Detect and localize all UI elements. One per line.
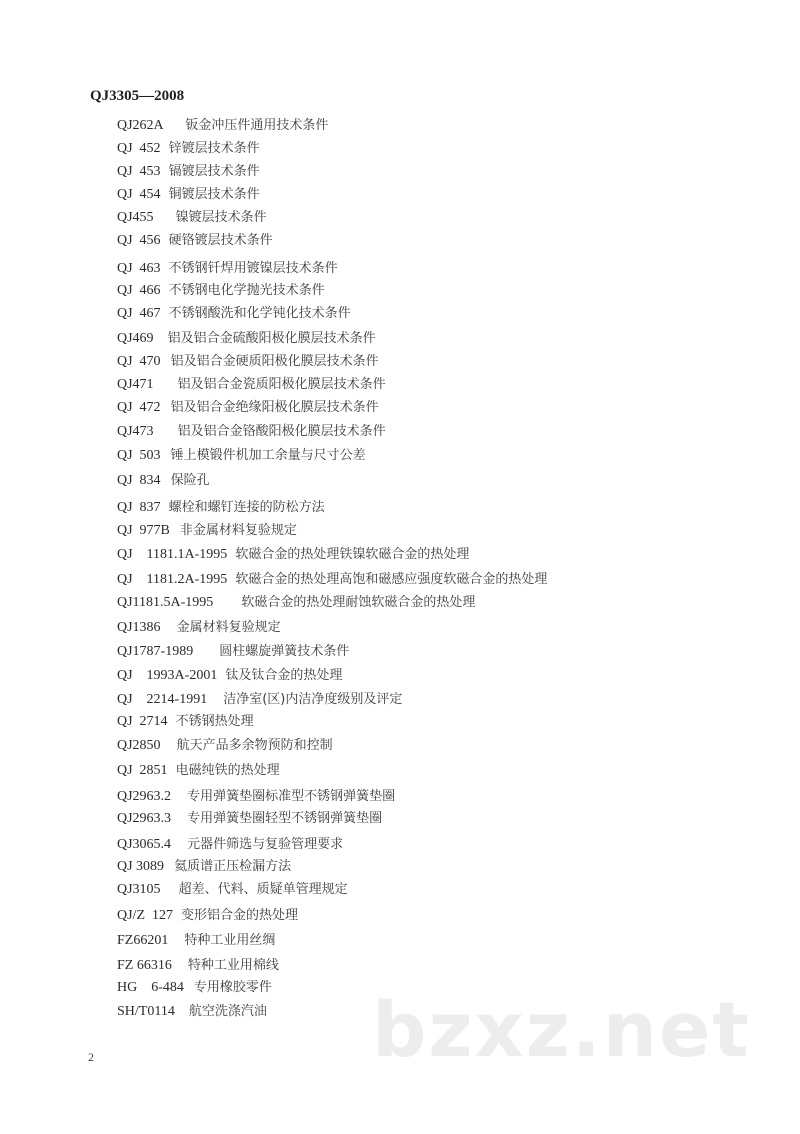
reference-entry (117, 116, 328, 136)
reference-title: 保险孔 (170, 473, 210, 488)
reference-entry (117, 208, 267, 228)
reference-title: 铜镀层技术条件 (168, 187, 260, 202)
reference-title: 硬铬镀层技术条件 (168, 233, 273, 248)
reference-entry (117, 231, 273, 251)
reference-title: 铝及铝合金硫酸阳极化膜层技术条件 (167, 331, 376, 346)
reference-entry (117, 736, 333, 756)
reference-title: 软磁合金的热处理铁镍软磁合金的热处理 (235, 547, 470, 562)
reference-entry (117, 835, 343, 855)
reference-entry (117, 593, 475, 613)
reference-entry (117, 139, 260, 159)
reference-code: QJ3065.4 (117, 837, 172, 852)
reference-code: QJ2963.2 (117, 789, 172, 804)
reference-title: 超差、代料、质疑单管理规定 (178, 882, 348, 897)
reference-title: 锌镀层技术条件 (168, 141, 260, 156)
reference-entry (117, 329, 376, 349)
reference-title: 镉镀层技术条件 (168, 164, 260, 179)
reference-code: QJ 466 (117, 283, 161, 298)
reference-title: 铝及铝合金铬酸阳极化膜层技术条件 (177, 424, 386, 439)
reference-entry (117, 787, 395, 807)
reference-title: 专用橡胶零件 (193, 980, 272, 995)
reference-title: 铝及铝合金瓷质阳极化膜层技术条件 (177, 377, 386, 392)
reference-entry (117, 931, 275, 951)
page-number: 2 (88, 1050, 94, 1064)
reference-title: 航天产品多余物预防和控制 (176, 738, 333, 753)
reference-entry (117, 1002, 267, 1022)
reference-entry (117, 809, 382, 829)
reference-entry (117, 880, 348, 900)
reference-code: QJ 472 (117, 400, 161, 415)
reference-title: 锤上模锻件机加工余量与尺寸公差 (170, 448, 366, 463)
reference-code: QJ1386 (117, 620, 161, 635)
reference-entry (117, 712, 254, 732)
reference-entry (117, 185, 260, 205)
watermark: bzxz.net (372, 985, 751, 1074)
reference-entry (117, 304, 351, 324)
reference-title: 软磁合金的热处理耐蚀软磁合金的热处理 (241, 595, 476, 610)
reference-code: QJ1787-1989 (117, 644, 194, 659)
reference-title: 螺栓和螺钉连接的防松方法 (168, 500, 325, 515)
reference-code: QJ 837 (117, 500, 161, 515)
reference-entry (117, 857, 291, 877)
reference-code: QJ471 (117, 377, 154, 392)
reference-code: QJ 1993A-2001 (117, 668, 218, 683)
reference-title: 特种工业用丝绸 (184, 933, 276, 948)
reference-title: 不锈钢热处理 (175, 714, 254, 729)
reference-title: 圆柱螺旋弹簧技术条件 (219, 644, 350, 659)
reference-code: QJ 452 (117, 141, 161, 156)
reference-code: QJ 503 (117, 448, 161, 463)
reference-code: QJ1181.5A-1995 (117, 595, 214, 610)
reference-entry (117, 690, 402, 710)
reference-code: QJ455 (117, 210, 154, 225)
reference-entry (117, 352, 379, 372)
reference-title: 铝及铝合金硬质阳极化膜层技术条件 (170, 354, 379, 369)
reference-code: QJ 467 (117, 306, 161, 321)
reference-title: 铝及铝合金绝缘阳极化膜层技术条件 (170, 400, 379, 415)
reference-code: QJ 453 (117, 164, 161, 179)
reference-entry (117, 642, 349, 662)
reference-entry (117, 498, 325, 518)
reference-entry (117, 281, 325, 301)
reference-code: QJ 3089 (117, 859, 165, 874)
reference-title: 不锈钢电化学抛光技术条件 (168, 283, 325, 298)
reference-entry (117, 666, 342, 686)
reference-title: 氦质谱正压检漏方法 (174, 859, 292, 874)
reference-code: QJ 470 (117, 354, 161, 369)
reference-title: 不锈钢钎焊用镀镍层技术条件 (168, 261, 338, 276)
reference-entry (117, 471, 210, 491)
reference-entry (117, 162, 260, 182)
reference-code: QJ 2714 (117, 714, 168, 729)
reference-title: 元器件筛选与复验管理要求 (187, 837, 344, 852)
reference-title: 洁净室(区)内洁净度级别及评定 (223, 692, 403, 707)
reference-title: 软磁合金的热处理高饱和磁感应强度软磁合金的热处理 (235, 572, 548, 587)
reference-code: QJ 2214-1991 (117, 692, 208, 707)
reference-code: QJ 1181.2A-1995 (117, 572, 228, 587)
reference-code: QJ 454 (117, 187, 161, 202)
reference-entry (117, 978, 272, 998)
reference-title: 镍镀层技术条件 (175, 210, 267, 225)
reference-code: QJ473 (117, 424, 154, 439)
reference-title: 特种工业用棉线 (187, 958, 279, 973)
reference-title: 不锈钢酸洗和化学钝化技术条件 (168, 306, 351, 321)
reference-code: HG 6-484 (117, 980, 184, 995)
reference-entry (117, 398, 379, 418)
reference-entry (117, 618, 281, 638)
reference-entry (117, 545, 469, 565)
reference-code: QJ 456 (117, 233, 161, 248)
reference-entry (117, 521, 297, 541)
reference-code: QJ/Z 127 (117, 908, 173, 923)
reference-title: 非金属材料复验规定 (179, 523, 297, 538)
reference-code: QJ469 (117, 331, 154, 346)
reference-entry (117, 375, 386, 395)
reference-code: QJ 463 (117, 261, 161, 276)
reference-title: 航空洗涤汽油 (188, 1004, 267, 1019)
reference-title: 钣金冲压件通用技术条件 (185, 118, 329, 133)
reference-code: FZ 66316 (117, 958, 172, 973)
reference-entry (117, 761, 280, 781)
reference-title: 变形铝合金的热处理 (181, 908, 299, 923)
reference-title: 钛及钛合金的热处理 (225, 668, 343, 683)
reference-entry (117, 259, 338, 279)
reference-code: QJ 1181.1A-1995 (117, 547, 228, 562)
reference-code: QJ2850 (117, 738, 161, 753)
reference-code: QJ3105 (117, 882, 161, 897)
reference-entry (117, 570, 547, 590)
reference-title: 金属材料复验规定 (176, 620, 281, 635)
reference-entry (117, 956, 279, 976)
reference-code: SH/T0114 (117, 1004, 175, 1019)
reference-code: FZ66201 (117, 933, 169, 948)
reference-entry (117, 446, 366, 466)
reference-code: QJ 977B (117, 523, 170, 538)
reference-code: QJ262A (117, 118, 174, 133)
reference-title: 专用弹簧垫圈轻型不锈钢弹簧垫圈 (187, 811, 383, 826)
reference-entry (117, 422, 386, 442)
reference-code: QJ 834 (117, 473, 161, 488)
document-id-header: QJ3305—2008 (90, 88, 185, 104)
reference-title: 电磁纯铁的热处理 (175, 763, 280, 778)
reference-code: QJ 2851 (117, 763, 168, 778)
reference-code: QJ2963.3 (117, 811, 172, 826)
reference-title: 专用弹簧垫圈标准型不锈钢弹簧垫圈 (187, 789, 396, 804)
reference-entry (117, 906, 298, 926)
